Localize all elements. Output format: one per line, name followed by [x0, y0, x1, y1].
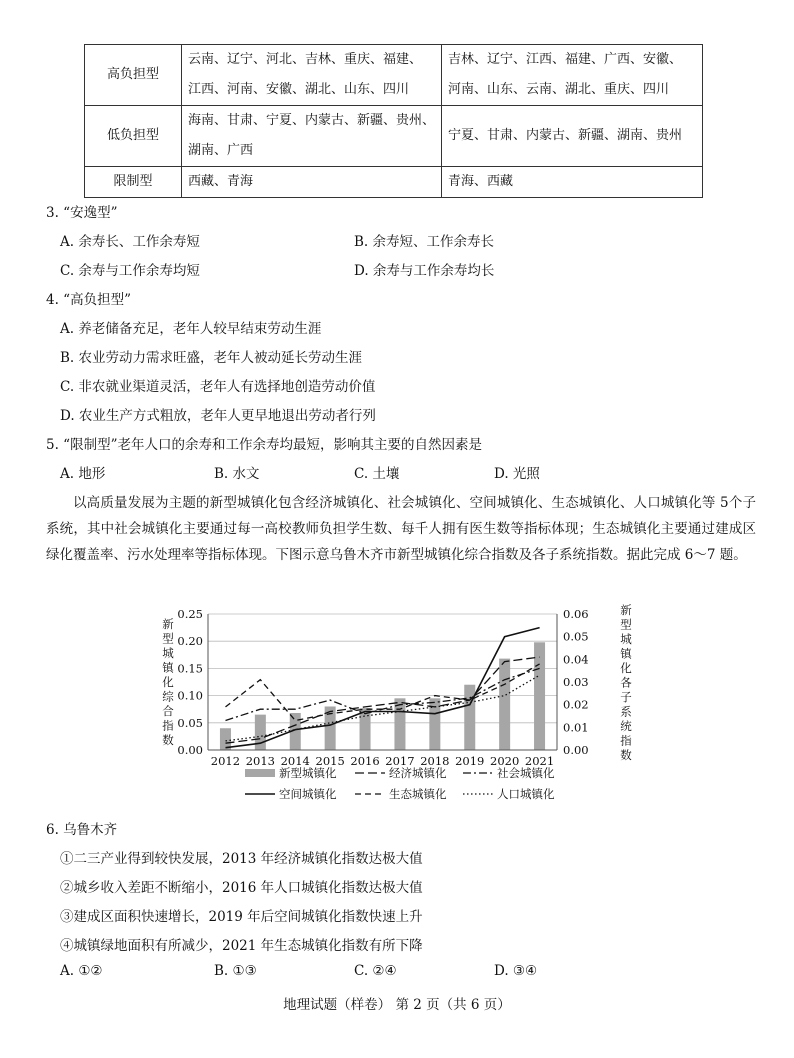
- q5-option-a: A. 地形: [60, 466, 106, 482]
- row-label: 低负担型: [85, 106, 182, 167]
- axis-label-char: 数: [162, 733, 174, 747]
- axis-label-char: 指: [620, 733, 632, 748]
- axis-label-char: 型: [620, 617, 632, 632]
- q6-statement-1: ①二三产业得到较快发展，2013 年经济城镇化指数达极大值: [60, 851, 423, 867]
- question-5-stem: 5. “限制型”老年人口的余寿和工作余寿均最短，影响其主要的自然因素是: [46, 437, 482, 453]
- chart-legend: [245, 766, 555, 801]
- x-tick-label: 2013: [245, 754, 275, 768]
- left-tick-label: 0.20: [177, 634, 203, 649]
- left-tick-label: 0.05: [177, 715, 203, 730]
- cell-line: 青海、西藏: [448, 174, 514, 189]
- axis-label-char: 城: [162, 646, 174, 660]
- axis-label-char: 新: [620, 603, 632, 617]
- left-tick-label: 0.15: [177, 661, 203, 676]
- q3-option-c: C. 余寿与工作余寿均短: [60, 263, 200, 279]
- left-axis-label: [162, 617, 175, 747]
- q4-option-a: A. 养老储备充足，老年人较早结束劳动生涯: [60, 321, 322, 337]
- left-tick-label: 0.25: [177, 607, 203, 621]
- q3-option-d: D. 余寿与工作余寿均长: [354, 263, 495, 279]
- x-tick-label: 2014: [280, 754, 310, 768]
- right-tick-label: 0.00: [563, 743, 589, 757]
- cell-line: 宁夏、甘肃、内蒙古、新疆、湖南、贵州: [448, 128, 683, 143]
- axis-label-char: 镇: [620, 646, 632, 661]
- cell-line: 海南、甘肃、宁夏、内蒙古、新疆、贵州、: [188, 113, 436, 128]
- bar: [255, 715, 266, 750]
- page-footer: 地理试题（样卷） 第 2 页（共 6 页）: [283, 997, 511, 1013]
- row-label: 高负担型: [85, 45, 182, 106]
- axis-label-char: 化: [620, 661, 632, 675]
- series-line: [226, 628, 540, 748]
- axis-label-char: 系: [620, 704, 632, 719]
- classification-table: [84, 44, 703, 198]
- cell-line: 湖南、广西: [188, 143, 254, 158]
- table-row: [85, 45, 703, 106]
- q3-option-a: A. 余寿长、工作余寿短: [60, 234, 200, 250]
- q6-option-a: A. ①②: [60, 963, 103, 979]
- passage-line: 以高质量发展为主题的新型城镇化包含经济城镇化、社会城镇化、空间城镇化、生态城镇化、人口城镇化等 5: [73, 495, 729, 511]
- x-tick-label: 2019: [455, 754, 485, 768]
- q4-option-d: D. 农业生产方式粗放，老年人更早地退出劳动者行列: [60, 408, 376, 424]
- table-row: [85, 106, 703, 167]
- q5-option-b: B. 水文: [214, 466, 260, 482]
- q6-option-d: D. ③④: [494, 963, 538, 979]
- axis-label-char: 指: [162, 718, 174, 733]
- axis-label-char: 子: [620, 690, 632, 704]
- table-cell: [442, 106, 703, 167]
- x-tick-label: 2017: [385, 754, 415, 768]
- legend-label: 生态城镇化: [389, 787, 447, 801]
- x-tick-label: 2015: [315, 754, 345, 768]
- right-tick-label: 0.04: [563, 652, 589, 667]
- cell-line: 河南、山东、云南、湖北、重庆、四川: [448, 82, 670, 97]
- right-tick-label: 0.03: [563, 675, 589, 689]
- x-tick-label: 2018: [420, 754, 450, 768]
- legend-label: 新型城镇化: [279, 766, 337, 780]
- axis-label-char: 镇: [162, 660, 174, 675]
- left-tick-label: 0.10: [177, 688, 203, 703]
- table-cell: [442, 45, 703, 106]
- table-cell: [182, 45, 442, 106]
- q5-option-d: D. 光照: [494, 466, 540, 482]
- axis-label-char: 新: [162, 617, 174, 631]
- q4-option-b: B. 农业劳动力需求旺盛，老年人被动延长劳动生涯: [60, 350, 363, 366]
- cell-line: 云南、辽宁、河北、吉林、重庆、福建、: [188, 52, 423, 67]
- cell-line: 江西、河南、安徽、湖北、山东、四川: [188, 82, 410, 97]
- q6-option-c: C. ②④: [354, 963, 397, 979]
- right-tick-label: 0.05: [563, 629, 589, 644]
- bar: [360, 708, 371, 750]
- q5-option-c: C. 土壤: [354, 466, 400, 482]
- series-line: [226, 675, 540, 741]
- axis-label-char: 化: [162, 675, 174, 689]
- legend-label: 经济城镇化: [389, 766, 447, 780]
- x-tick-label: 2016: [350, 754, 380, 768]
- axis-label-char: 型: [162, 631, 174, 646]
- cell-line: 吉林、辽宁、江西、福建、广西、安徽、: [448, 52, 683, 67]
- axis-label-char: 数: [620, 748, 632, 762]
- bar-series: [220, 642, 545, 750]
- right-tick-label: 0.02: [563, 697, 589, 712]
- right-tick-label: 0.06: [563, 607, 589, 621]
- passage-line: 个子系统，其中社会城镇化主要通过每一高校教师负担学生数、每千人拥有医生数等指标体现；生态城镇化主要通: [46, 495, 757, 537]
- legend-label: 人口城镇化: [497, 787, 555, 801]
- left-tick-label: 0.00: [177, 743, 203, 757]
- passage-line: 成 6～7 题。: [667, 547, 747, 563]
- bar: [464, 685, 475, 750]
- question-6-stem: 6. 乌鲁木齐: [46, 822, 118, 838]
- axis-label-char: 城: [620, 632, 632, 646]
- q4-option-c: C. 非农就业渠道灵活，老年人有选择地创造劳动价值: [60, 379, 376, 395]
- passage-line: 过建成区绿化覆盖率、污水处理率等指标体现。下图示意乌鲁木齐市新型城镇化综合指数及各子系统指数。据此完: [46, 521, 757, 563]
- reading-passage: [46, 490, 756, 568]
- table-cell: [182, 167, 442, 198]
- axis-label-char: 合: [162, 704, 174, 718]
- table-cell: [442, 167, 703, 198]
- series-line: [226, 657, 540, 743]
- cell-line: 西藏、青海: [188, 174, 254, 189]
- right-tick-label: 0.01: [563, 720, 589, 735]
- legend-label: 社会城镇化: [497, 766, 555, 780]
- q6-statement-4: ④城镇绿地面积有所减少，2021 年生态城镇化指数有所下降: [60, 938, 423, 954]
- axis-label-char: 综: [162, 689, 174, 704]
- q6-statement-2: ②城乡收入差距不断缩小，2016 年人口城镇化指数达极大值: [60, 880, 423, 896]
- x-tick-label: 2021: [524, 754, 555, 768]
- q6-option-b: B. ①③: [214, 963, 257, 979]
- question-3-stem: 3. “安逸型”: [46, 205, 118, 221]
- line-series: [226, 628, 540, 748]
- x-tick-label: 2020: [490, 754, 520, 768]
- axis-label-char: 各: [620, 675, 632, 690]
- question-4-stem: 4. “高负担型”: [46, 292, 131, 308]
- q6-statement-3: ③建成区面积快速增长，2019 年后空间城镇化指数快速上升: [60, 909, 423, 925]
- axis-label-char: 统: [620, 719, 632, 733]
- table-row: [85, 167, 703, 198]
- urbanization-index-chart: [150, 600, 650, 810]
- x-tick-label: 2012: [210, 754, 241, 768]
- bar: [534, 642, 545, 750]
- table-cell: [182, 106, 442, 167]
- row-label: 限制型: [85, 167, 182, 198]
- legend-label: 空间城镇化: [279, 787, 337, 801]
- legend-swatch: [245, 769, 275, 777]
- q3-option-b: B. 余寿短、工作余寿长: [354, 234, 495, 250]
- right-axis-label: [620, 603, 633, 762]
- bar: [499, 659, 510, 750]
